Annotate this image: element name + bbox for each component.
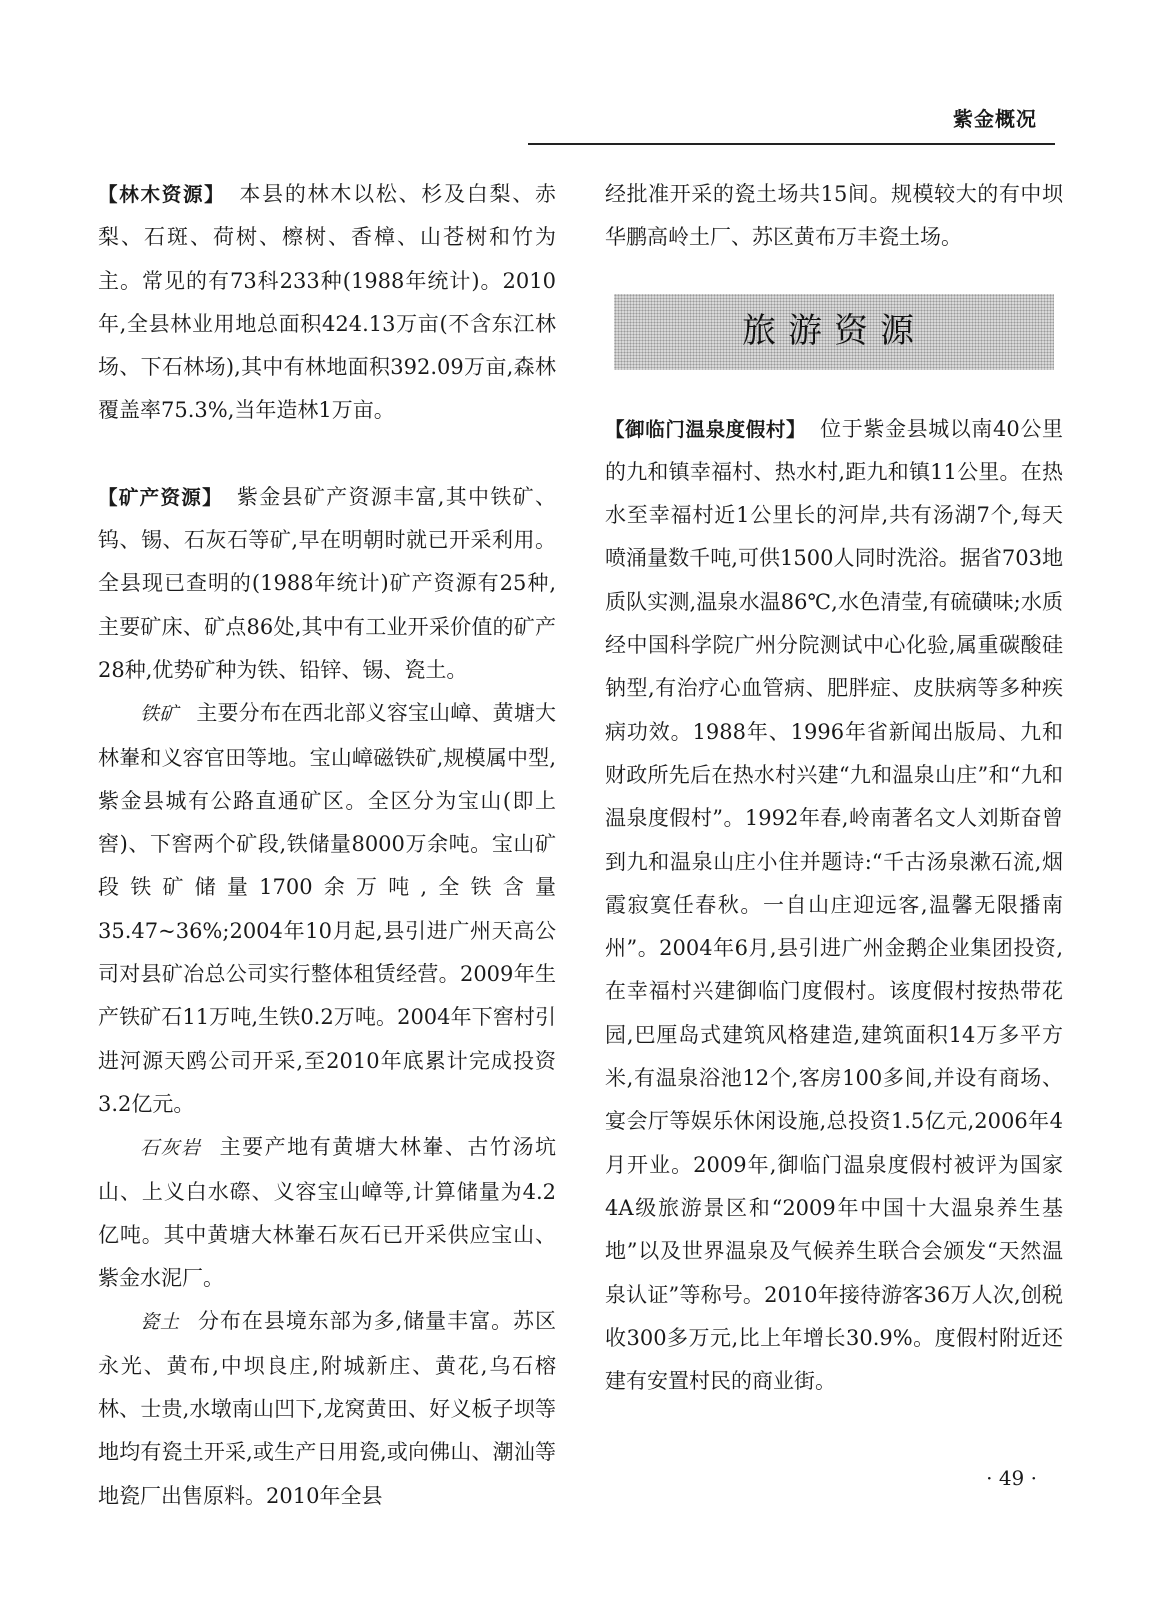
clay-continued-paragraph: 经批准开采的瓷土场共15间。规模较大的有中坝华鹏高岭土厂、苏区黄布万丰瓷土场。 [605, 182, 1063, 250]
left-column [98, 173, 556, 1518]
section-banner [614, 294, 1054, 370]
clay-paragraph [98, 1300, 556, 1517]
clay-text: 分布在县境东部为多,储量丰富。苏区永光、黄布,中坝良庄,附城新庄、黄花,乌石榕林、士贵,水墩南山凹下,龙窝黄田、好义板子坝等地均有瓷土开采,或生产日用瓷,或向佛山、潮汕等地瓷厂出售原料。2010年全县 [98, 1309, 556, 1508]
forest-heading: 【林木资源】 [98, 183, 226, 206]
forest-paragraph [98, 173, 556, 433]
iron-subhead: 铁矿 [140, 703, 179, 726]
running-title: 紫金概况 [953, 107, 1037, 131]
forest-text: 本县的林木以松、杉及白梨、赤梨、石斑、荷树、檫树、香樟、山苍树和竹为主。常见的有73科233种(1988年统计)。2010年,全县林业用地总面积424.13万亩(不含东江林场、下石林场),其中有林地面积392.09万亩,森林覆盖率75.3%,当年造林1万亩。 [98, 182, 556, 423]
mineral-paragraph [98, 476, 556, 692]
iron-paragraph [98, 692, 556, 1126]
resort-text: 位于紫金县城以南40公里的九和镇幸福村、热水村,距九和镇11公里。在热水至幸福村近1公里长的河岸,共有汤湖7个,每天喷涌量数千吨,可供1500人同时洗浴。据省703地质队实测,温泉水温86℃,水色清莹,有硫磺味;水质经中国科学院广州分院测试中心化验,属重碳酸硅钠型,有治疗心血管病、肥胖症、皮肤病等多种疾病功效。1988年、1996年省新闻出版局、九和财政所先后在热水村兴建“九和温泉山庄”和“九和温泉度假村”。1992年春,岭南著名文人刘斯奋曾到九和温泉山庄小住并题诗:“千古汤泉漱石流,烟霞寂寞任春秋。一自山庄迎远客,温馨无限播南州”。2004年6月,县引进广州金鹅企业集团投资,在幸福村兴建御临门度假村。该度假村按热带花园,巴厘岛式建筑风格建造,建筑面积14万多平方米,有温泉浴池12个,客房100多间,并设有商场、宴会厅等娱乐休闲设施,总投资1.5亿元,2006年4月开业。2009年,御临门温泉度假村被评为国家4A级旅游景区和“2009年中国十大温泉养生基地”以及世界温泉及气候养生联合会颁发“天然温泉认证”等称号。2010年接待游客36万人次,创税收300多万元,比上年增长30.9%。度假村附近还建有安置村民的商业街。 [605, 416, 1063, 1394]
header-rule [528, 143, 1055, 145]
clay-subhead: 瓷土 [140, 1311, 180, 1334]
iron-text: 主要分布在西北部义容宝山嶂、黄塘大林輋和义容官田等地。宝山嶂磁铁矿,规模属中型,紫金县城有公路直通矿区。全区分为宝山(即上窖)、下窖两个矿段,铁储量8000万余吨。宝山矿段铁矿储量1700余万吨,全铁含量35.47~36%;2004年10月起,县引进广州天高公司对县矿冶总公司实行整体租赁经营。2009年生产铁矿石11万吨,生铁0.2万吨。2004年下窖村引进河源天鸥公司开采,至2010年底累计完成投资3.2亿元。 [98, 701, 556, 1116]
limestone-text: 主要产地有黄塘大林輋、古竹汤坑山、上义白水磜、义容宝山嶂等,计算储量为4.2亿吨。其中黄塘大林輋石灰石已开采供应宝山、紫金水泥厂。 [98, 1135, 556, 1291]
right-column [605, 173, 1063, 1403]
section-banner-title: 旅游资源 [742, 310, 926, 351]
mineral-heading: 【矿产资源】 [98, 485, 223, 509]
limestone-subhead: 石灰岩 [140, 1137, 202, 1160]
banner-gap [605, 370, 1063, 408]
resort-heading: 【御临门温泉度假村】 [605, 417, 807, 441]
section-gap [98, 433, 556, 476]
page-number: · 49 · [986, 1466, 1037, 1490]
mineral-text: 紫金县矿产资源丰富,其中铁矿、钨、锡、石灰石等矿,早在明朝时就已开采利用。全县现已查明的(1988年统计)矿产资源有25种,主要矿床、矿点86处,其中有工业开采价值的矿产28种,优势矿种为铁、铅锌、锡、瓷土。 [98, 484, 556, 682]
resort-paragraph [605, 408, 1063, 1404]
limestone-paragraph [98, 1126, 556, 1300]
